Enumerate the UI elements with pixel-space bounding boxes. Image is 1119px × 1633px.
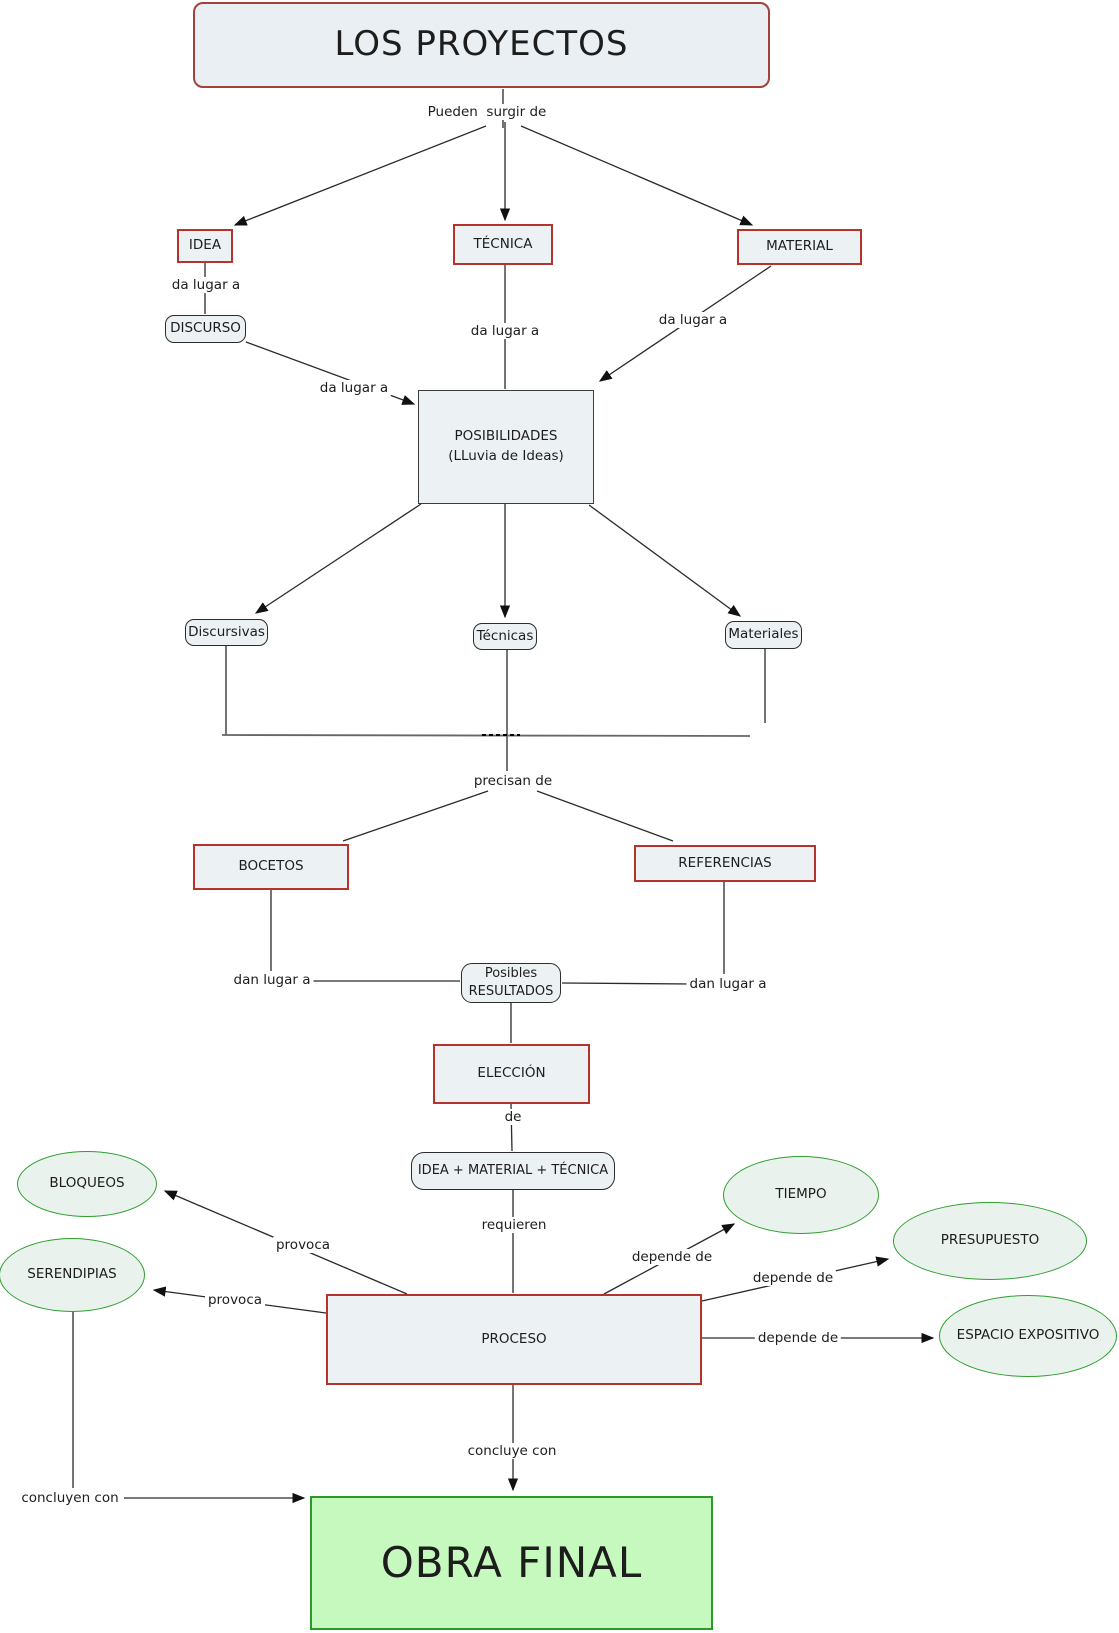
edge-referencias-resultados	[562, 983, 692, 984]
node-idea: IDEA	[177, 229, 233, 263]
node-material: MATERIAL	[737, 229, 862, 265]
label-concluyen-con: concluyen con	[18, 1490, 121, 1506]
node-referencias: REFERENCIAS	[634, 845, 816, 882]
node-tiempo: TIEMPO	[723, 1156, 879, 1234]
node-los-proyectos: LOS PROYECTOS	[193, 2, 770, 88]
node-bocetos: BOCETOS	[193, 844, 349, 890]
edge-precisan-referencias	[537, 791, 673, 841]
node-obra-final: OBRA FINAL	[310, 1496, 713, 1630]
label-da-lugar-a-discurso: da lugar a	[317, 380, 391, 396]
label-pueden-surgir-de: Pueden surgir de	[425, 104, 550, 120]
label-dan-lugar-a-left: dan lugar a	[231, 972, 314, 988]
label-da-lugar-a-material: da lugar a	[656, 312, 730, 328]
label-da-lugar-a-idea: da lugar a	[169, 277, 243, 293]
edge-to-material	[521, 126, 752, 225]
label-depende-de-presupuesto: depende de	[750, 1270, 836, 1286]
posibles-resultados-line2: RESULTADOS	[468, 984, 554, 999]
node-materiales: Materiales	[725, 621, 802, 649]
node-idea-material-tecnica: IDEA + MATERIAL + TÉCNICA	[411, 1152, 615, 1190]
node-espacio-expositivo: ESPACIO EXPOSITIVO	[939, 1295, 1117, 1377]
node-discursivas: Discursivas	[185, 619, 268, 646]
posibilidades-line2: (LLuvia de Ideas)	[448, 448, 564, 464]
label-concluye-con: concluye con	[465, 1443, 560, 1459]
node-posibilidades	[418, 390, 594, 504]
label-depende-de-espacio: depende de	[755, 1330, 841, 1346]
node-tecnica: TÉCNICA	[453, 224, 553, 265]
node-tecnicas: Técnicas	[473, 623, 537, 650]
edge-join-bar	[222, 735, 750, 736]
label-dan-lugar-a-right: dan lugar a	[687, 976, 770, 992]
posibilidades-line1: POSIBILIDADES	[454, 428, 558, 445]
label-provoca-bloqueos: provoca	[273, 1237, 333, 1253]
node-proceso: PROCESO	[326, 1294, 702, 1385]
label-precisan-de: precisan de	[471, 773, 555, 789]
edge-to-idea	[235, 126, 486, 225]
label-requieren: requieren	[479, 1217, 550, 1233]
node-posibles-resultados	[461, 963, 561, 1003]
posibles-resultados-line1: Posibles	[484, 966, 538, 982]
edge-posibilidades-materiales	[589, 505, 740, 616]
label-de: de	[502, 1109, 525, 1125]
node-bloqueos: BLOQUEOS	[17, 1151, 157, 1217]
edge-posibilidades-discursivas	[256, 504, 421, 613]
label-depende-de-tiempo: depende de	[629, 1249, 715, 1265]
node-serendipias: SERENDIPIAS	[0, 1238, 145, 1312]
edge-precisan-bocetos	[343, 791, 488, 841]
label-provoca-serendipias: provoca	[205, 1292, 265, 1308]
label-da-lugar-a-tecnica: da lugar a	[468, 323, 542, 339]
node-eleccion: ELECCIÓN	[433, 1044, 590, 1104]
node-presupuesto: PRESUPUESTO	[893, 1202, 1087, 1280]
node-discurso: DISCURSO	[165, 315, 246, 343]
